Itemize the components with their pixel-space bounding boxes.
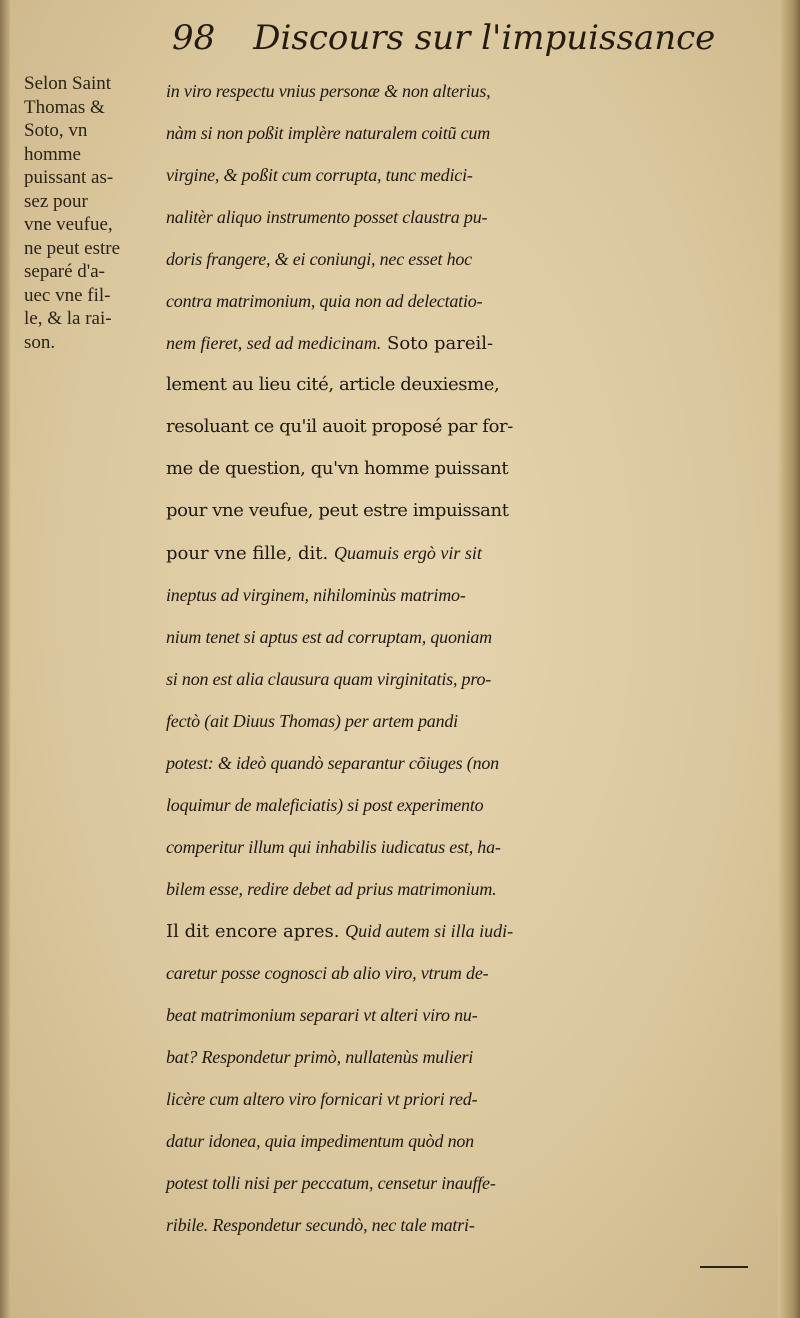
french-text: pour vne fille, dit. bbox=[166, 543, 334, 564]
text-line: loquimur de maleficiatis) si post experimento bbox=[166, 795, 484, 815]
text-line: ribile. Respondetur secundò, nec tale matri- bbox=[166, 1215, 475, 1235]
text-line: resoluant ce qu'il auoit proposé par for- bbox=[166, 416, 513, 437]
margin-note-line: sez pour bbox=[24, 190, 88, 212]
margin-note-line: Thomas & bbox=[24, 96, 105, 118]
text-line: in viro respectu vnius personæ & non alterius, bbox=[166, 81, 491, 101]
text-line: fectò (ait Diuus Thomas) per artem pandi bbox=[166, 711, 458, 731]
latin-text: Quid autem si illa iudi- bbox=[345, 921, 514, 941]
text-line: comperitur illum qui inhabilis iudicatus est, ha- bbox=[166, 837, 501, 857]
catchword-rule bbox=[700, 1266, 748, 1268]
text-line: pour vne veufue, peut estre impuissant bbox=[166, 500, 509, 521]
text-line bbox=[166, 322, 766, 364]
text-line: potest tolli nisi per peccatum, censetur inauffe- bbox=[166, 1173, 496, 1193]
margin-note-line: homme bbox=[24, 143, 81, 165]
latin-text: Quamuis ergò vir sit bbox=[334, 543, 482, 563]
margin-note-line: vne veufue, bbox=[24, 214, 113, 235]
text-line: si non est alia clausura quam virginitatis, pro- bbox=[166, 669, 492, 689]
margin-note bbox=[24, 72, 164, 354]
page-number: 98 bbox=[172, 18, 216, 58]
margin-note-line: son. bbox=[24, 331, 56, 353]
text-line: bat? Respondetur primò, nullatenùs mulieri bbox=[166, 1047, 474, 1067]
text-line: virgine, & poßit cum corrupta, tunc medici- bbox=[166, 165, 473, 185]
text-line: me de question, qu'vn homme puissant bbox=[166, 458, 509, 479]
page-gutter bbox=[0, 0, 10, 1318]
text-line: contra matrimonium, quia non ad delectatio- bbox=[166, 291, 483, 311]
text-line: beat matrimonium separari vt alteri viro nu- bbox=[166, 1005, 478, 1025]
text-line: licère cum altero viro fornicari vt priori red- bbox=[166, 1089, 478, 1109]
text-line: nium tenet si aptus est ad corruptam, quoniam bbox=[166, 627, 492, 647]
body-text bbox=[166, 70, 766, 1246]
text-line: nàm si non poßit implère naturalem coitũ cum bbox=[166, 123, 490, 143]
latin-text: nem fieret, sed ad medicinam. bbox=[166, 333, 382, 353]
text-line: nalitèr aliquo instrumento posset claustra pu- bbox=[166, 207, 488, 227]
french-text: Soto pareil- bbox=[381, 333, 494, 354]
page-edge bbox=[778, 0, 800, 1318]
text-line bbox=[166, 532, 766, 574]
margin-note-line: le, & la rai- bbox=[24, 308, 112, 329]
margin-note-line: Selon Saint bbox=[24, 73, 112, 94]
text-line: lement au lieu cité, article deuxiesme, bbox=[166, 374, 500, 395]
margin-note-line: separé d'a- bbox=[24, 261, 105, 282]
text-line: ineptus ad virginem, nihilominùs matrimo- bbox=[166, 585, 466, 605]
text-line: caretur posse cognosci ab alio viro, vtrum de- bbox=[166, 963, 489, 983]
text-line: doris frangere, & ei coniungi, nec esset hoc bbox=[166, 249, 472, 269]
text-line: datur idonea, quia impedimentum quòd non bbox=[166, 1131, 474, 1151]
margin-note-line: uec vne fil- bbox=[24, 284, 111, 306]
running-title: Discours sur l'impuissance bbox=[253, 18, 716, 58]
text-line: potest: & ideò quandò separantur cõiuges (non bbox=[166, 753, 499, 773]
margin-note-line: ne peut estre bbox=[24, 237, 121, 259]
margin-note-line: puissant as- bbox=[24, 167, 114, 188]
text-line: bilem esse, redire debet ad prius matrimonium. bbox=[166, 879, 497, 899]
french-text: Il dit encore apres. bbox=[166, 921, 346, 942]
text-line bbox=[166, 910, 766, 952]
margin-note-line: Soto, vn bbox=[24, 120, 88, 141]
running-head bbox=[172, 18, 732, 64]
